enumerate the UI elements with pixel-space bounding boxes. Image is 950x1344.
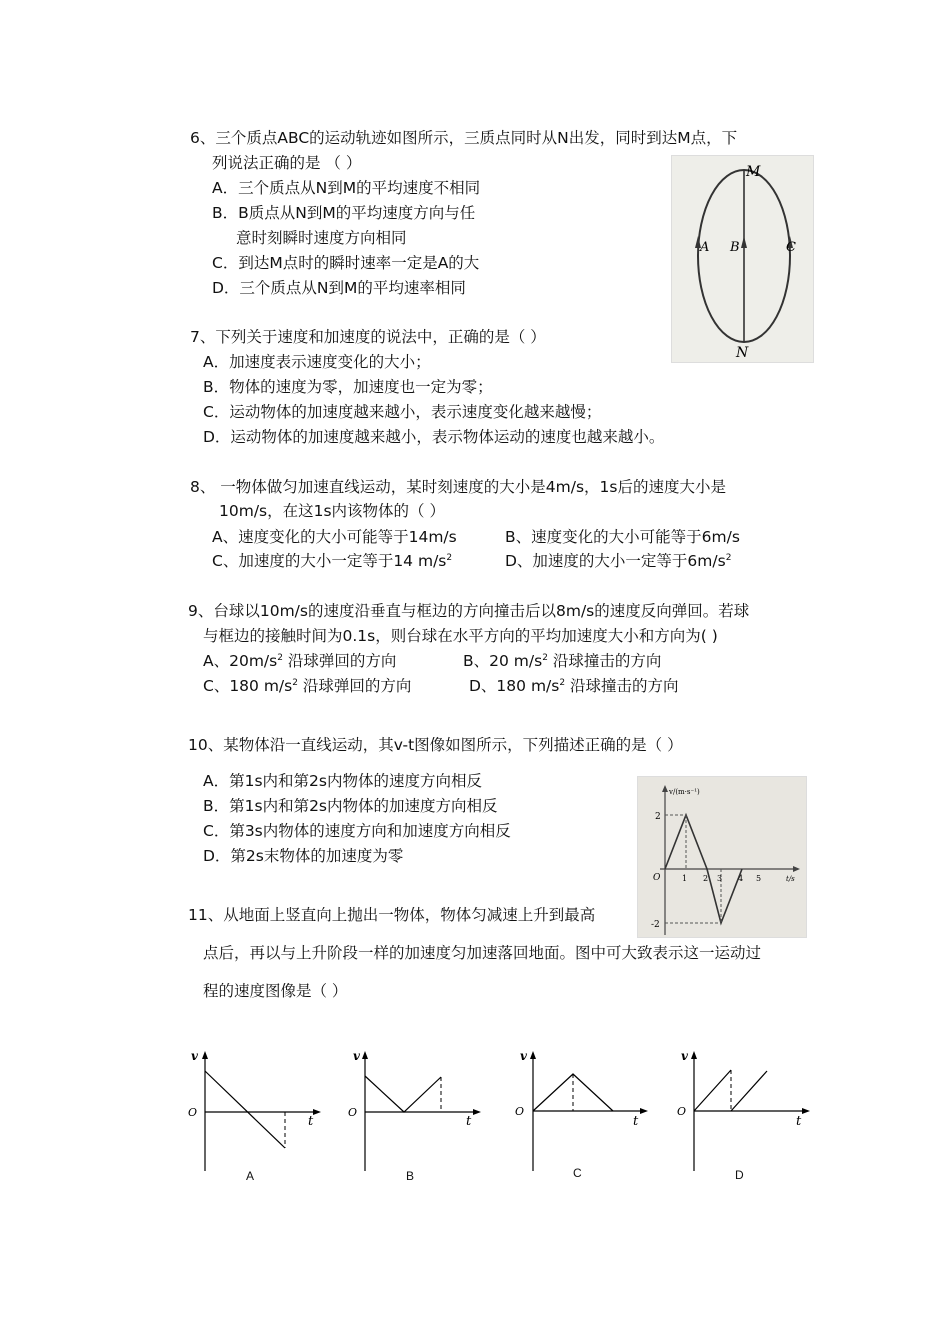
graph-a-origin-label: O xyxy=(188,1106,198,1119)
q11-graph-c xyxy=(512,1045,657,1175)
q9-option-c-pre: C、180 m/s xyxy=(203,677,293,695)
graph-c-t-label: t xyxy=(633,1114,639,1129)
q11-graph-a-caption: A xyxy=(246,1169,255,1183)
graph-a-v-arrow-icon xyxy=(202,1051,208,1059)
q7-stem: 7、下列关于速度和加速度的说法中，正确的是（ ） xyxy=(190,328,546,346)
graph-d-line-2 xyxy=(731,1071,767,1111)
q6-option-b-line2: 意时刻瞬时速度方向相同 xyxy=(236,229,407,247)
graph-c-v-label: v xyxy=(520,1049,527,1063)
q8-stem-line2: 10m/s，在这1s内该物体的（ ） xyxy=(219,502,445,520)
q10-vt-graph xyxy=(638,777,806,937)
graph-c-t-arrow-icon xyxy=(640,1108,648,1114)
vt-origin-label: O xyxy=(653,873,661,883)
q6-stem-line2: 列说法正确的是 （ ） xyxy=(212,154,362,172)
graph-a-line xyxy=(205,1071,285,1148)
q6-option-d: D．三个质点从N到M的平均速率相同 xyxy=(212,279,466,297)
vt-x-tick-5: 5 xyxy=(756,874,762,883)
q6-option-b-line1: B．B质点从N到M的平均速度方向与任 xyxy=(212,204,476,222)
q11-stem-line1: 11、从地面上竖直向上抛出一物体，物体匀减速上升到最高 xyxy=(188,906,596,924)
q9-stem-line2: 与框边的接触时间为0.1s，则台球在水平方向的平均加速度大小和方向为( ) xyxy=(203,627,718,645)
q10-stem: 10、某物体沿一直线运动，其v-t图像如图所示，下列描述正确的是（ ） xyxy=(188,736,683,754)
graph-d-t-label: t xyxy=(796,1114,802,1129)
graph-d-origin-label: O xyxy=(677,1105,687,1118)
q9-option-a-sup: 2 xyxy=(277,652,283,663)
q9-option-c-post: 沿球弹回的方向 xyxy=(297,677,412,695)
q8-option-c-sup: 2 xyxy=(446,552,453,563)
q9-option-b-pre: B、20 m/s xyxy=(463,652,543,670)
q11-graph-b xyxy=(345,1045,490,1175)
q11-graph-b-caption: B xyxy=(406,1169,415,1183)
graph-b-line xyxy=(365,1076,441,1112)
graph-d-t-arrow-icon xyxy=(802,1108,810,1114)
graph-b-t-arrow-icon xyxy=(473,1109,481,1115)
q7-option-b: B．物体的速度为零，加速度也一定为零； xyxy=(203,378,493,396)
q9-option-a-post: 沿球弹回的方向 xyxy=(282,652,397,670)
graph-a-v-label: v xyxy=(191,1049,198,1063)
q11-graph-c-caption: C xyxy=(573,1166,582,1180)
q7-option-a: A．加速度表示速度变化的大小； xyxy=(203,353,431,371)
q8-option-c-text: C、加速度的大小一定等于14 m/s xyxy=(212,552,447,570)
q10-option-c: C．第3s内物体的速度方向和加速度方向相反 xyxy=(203,822,511,840)
graph-d-v-arrow-icon xyxy=(691,1051,697,1059)
q8-option-d xyxy=(505,551,731,571)
q9-option-b xyxy=(463,651,661,671)
vt-x-tick-1: 1 xyxy=(682,874,688,883)
q9-option-d xyxy=(469,676,679,696)
q6-option-c: C．到达M点时的瞬时速率一定是A的大 xyxy=(212,254,480,272)
graph-b-origin-label: O xyxy=(348,1106,358,1119)
graph-b-t-label: t xyxy=(466,1114,472,1129)
graph-b-v-label: v xyxy=(353,1049,360,1063)
q11-stem-line2: 点后，再以与上升阶段一样的加速度匀加速落回地面。图中可大致表示这一运动过 xyxy=(203,944,762,962)
q10-option-a: A．第1s内和第2s内物体的速度方向相反 xyxy=(203,772,482,790)
q11-graph-d-caption: D xyxy=(735,1168,744,1182)
point-m-label: M xyxy=(746,164,761,180)
q9-stem-line1: 9、台球以10m/s的速度沿垂直与框边的方向撞击后以8m/s的速度反向弹回。若球 xyxy=(188,602,750,620)
arrow-b-icon xyxy=(741,236,747,248)
q9-option-d-post: 沿球撞击的方向 xyxy=(565,677,679,695)
q9-option-d-pre: D、180 m/s xyxy=(469,677,560,695)
q6-trajectory-figure xyxy=(671,155,814,363)
q8-option-d-sup: 2 xyxy=(725,552,732,563)
q9-option-a-pre: A、20m/s xyxy=(203,652,278,670)
q9-option-a xyxy=(203,651,396,671)
vt-x-label: t/s xyxy=(786,875,795,883)
q8-stem-line1: 8、 一物体做匀加速直线运动，某时刻速度的大小是4m/s，1s后的速度大小是 xyxy=(190,478,726,496)
graph-b-v-arrow-icon xyxy=(362,1051,368,1059)
q10-vt-figure xyxy=(637,776,807,938)
q10-option-b: B．第1s内和第2s内物体的加速度方向相反 xyxy=(203,797,498,815)
vt-x-tick-3: 3 xyxy=(717,874,723,883)
graph-a-t-arrow-icon xyxy=(313,1109,321,1115)
q11-stem-line3: 程的速度图像是（ ） xyxy=(203,982,348,1000)
q9-option-b-post: 沿球撞击的方向 xyxy=(547,652,662,670)
point-c-label: C xyxy=(786,240,796,255)
q8-option-a: A、速度变化的大小可能等于14m/s xyxy=(212,528,457,546)
graph-d-line-1 xyxy=(694,1070,731,1111)
graph-c-origin-label: O xyxy=(515,1105,525,1118)
q10-option-d: D．第2s末物体的加速度为零 xyxy=(203,847,404,865)
q9-option-c-sup: 2 xyxy=(292,677,298,688)
q6-stem-line1: 6、三个质点ABC的运动轨迹如图所示，三质点同时从N出发，同时到达M点，下 xyxy=(190,129,738,147)
point-n-label: N xyxy=(736,345,749,361)
graph-d-v-label: v xyxy=(681,1049,688,1063)
vt-y-label: v/(m·s⁻¹) xyxy=(669,788,700,796)
vt-y-tick-neg2: -2 xyxy=(651,920,660,930)
q7-option-c: C．运动物体的加速度越来越小，表示速度变化越来越慢； xyxy=(203,403,602,421)
graph-a-t-label: t xyxy=(308,1114,314,1129)
vt-x-arrow-icon xyxy=(793,866,800,872)
q6-option-a: A．三个质点从N到M的平均速度不相同 xyxy=(212,179,481,197)
vt-y-arrow-icon xyxy=(662,785,668,792)
point-b-label: B xyxy=(730,240,740,255)
q8-option-b: B、速度变化的大小可能等于6m/s xyxy=(505,528,740,546)
q6-trajectory-diagram xyxy=(672,156,813,362)
vt-x-tick-4: 4 xyxy=(738,874,744,883)
q9-option-d-sup: 2 xyxy=(559,677,566,688)
q9-option-b-sup: 2 xyxy=(542,652,548,663)
graph-c-v-arrow-icon xyxy=(530,1051,536,1059)
q8-option-c xyxy=(212,551,452,571)
q11-graph-a xyxy=(180,1045,325,1175)
q9-option-c xyxy=(203,676,411,696)
point-a-label: A xyxy=(700,240,710,255)
q11-graph-d xyxy=(672,1045,817,1175)
vt-x-tick-2: 2 xyxy=(703,874,709,883)
q8-option-d-text: D、加速度的大小一定等于6m/s xyxy=(505,552,726,570)
vt-y-tick-2: 2 xyxy=(655,812,661,822)
q7-option-d: D．运动物体的加速度越来越小，表示物体运动的速度也越来越小。 xyxy=(203,428,665,446)
